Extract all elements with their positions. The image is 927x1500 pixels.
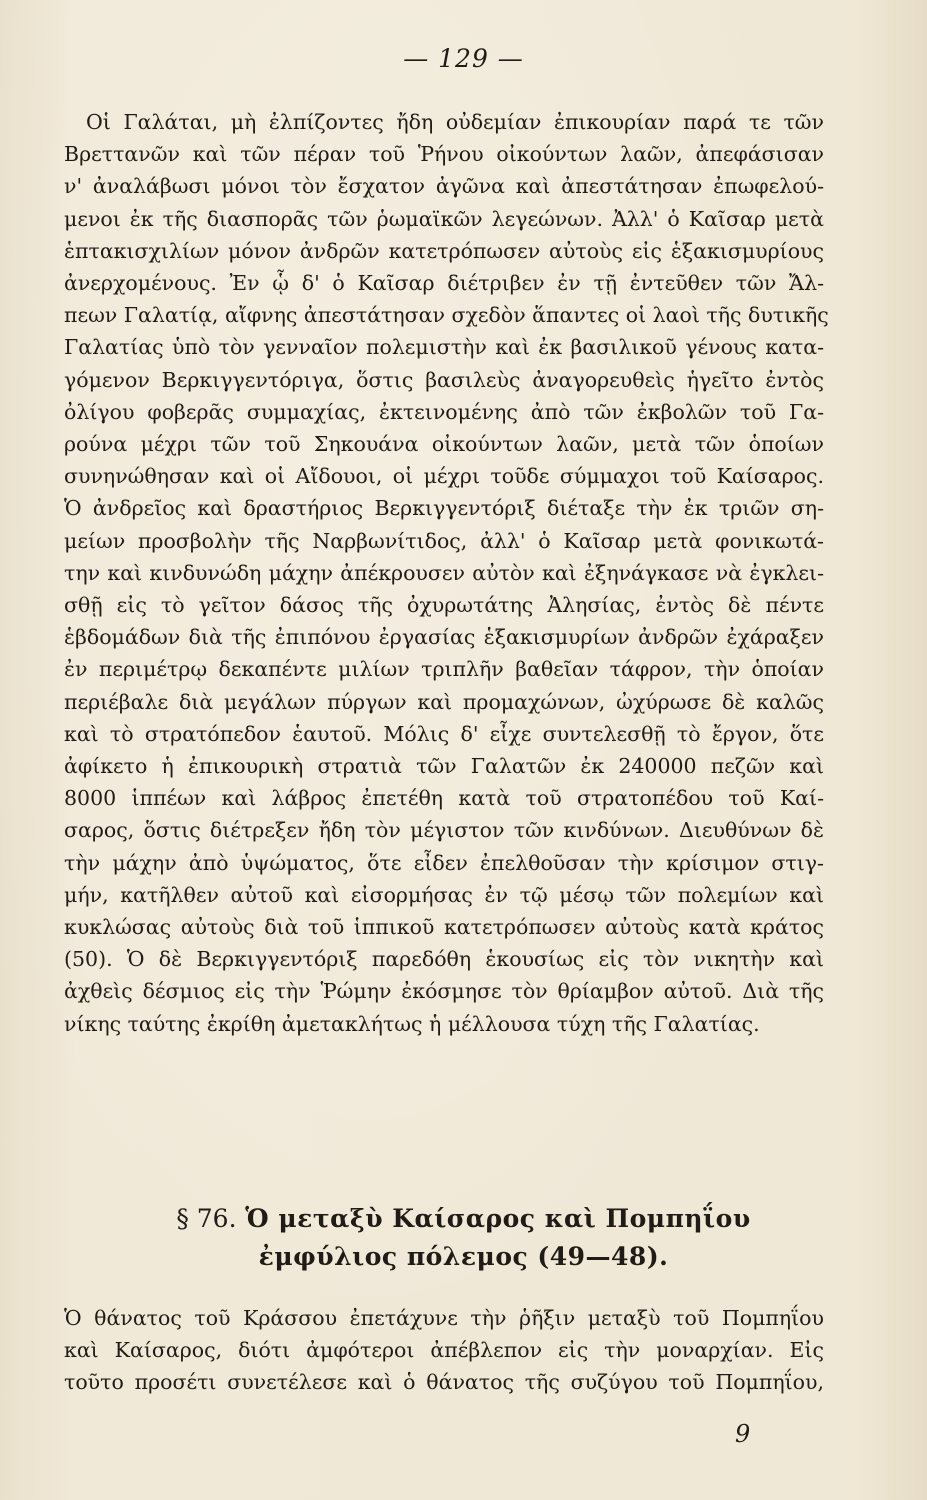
text-line: ἑβδομάδων διὰ τῆς ἐπιπόνου ἐργασίας ἑξακισμυρίων ἀνδρῶν ἐχάραξεν [64, 625, 824, 650]
text-line: ἀφίκετο ἡ ἐπικουρικὴ στρατιὰ τῶν Γαλατῶν ἐκ 240000 πεζῶν καὶ [64, 754, 824, 779]
text-line: ἀνερχομένους. Ἐν ᾧ δ' ὁ Καῖσαρ διέτριβεν ἐν τῇ ἐντεῦθεν τῶν Ἄλ- [64, 271, 824, 296]
text-line: καὶ Καίσαρος, διότι ἀμφότεροι ἀπέβλεπον εἰς τὴν μοναρχίαν. Εἰς [64, 1338, 824, 1363]
section-heading [0, 1200, 927, 1276]
text-line: γόμενον Βερκιγγεντόριγα, ὅστις βασιλεὺς ἀναγορευθεὶς ἡγεῖτο ἐντὸς [64, 367, 824, 392]
text-line: μήν, κατῆλθεν αὐτοῦ καὶ εἰσορμήσας ἐν τῷ μέσῳ τῶν πολεμίων καὶ [64, 882, 824, 907]
paragraph-gallic-revolt [64, 106, 829, 1040]
text-line: Οἱ Γαλάται, μὴ ἐλπίζοντες ἤδη οὐδεμίαν ἐπικουρίαν παρά τε τῶν [86, 110, 824, 134]
text-line: ν' ἀναλάβωσι μόνοι τὸν ἔσχατον ἀγῶνα καὶ ἀπεστάτησαν ἐπωφελού- [64, 174, 824, 199]
text-line: Ὁ θάνατος τοῦ Κράσσου ἐπετάχυνε τὴν ῥῆξιν μεταξὺ τοῦ Πομπηΐου [64, 1306, 824, 1330]
text-line: ἐν περιμέτρῳ δεκαπέντε μιλίων τριπλῆν βαθεῖαν τάφρον, τὴν ὁποίαν [64, 657, 824, 682]
text-line: σαρος, ὅστις διέτρεξεν ἤδη τὸν μέγιστον τῶν κινδύνων. Διευθύνων δὲ [64, 818, 824, 843]
text-line: νίκης ταύτης ἐκρίθη ἀμετακλήτως ἡ μέλλουσα τύχη τῆς Γαλατίας. [64, 1011, 760, 1036]
text-line: Ὁ ἀνδρεῖος καὶ δραστήριος Βερκιγγεντόριξ διέταξε τὴν ἐκ τριῶν ση- [64, 496, 824, 521]
text-line: Βρεττανῶν καὶ τῶν πέραν τοῦ Ῥήνου οἰκούντων λαῶν, ἀπεφάσισαν [64, 142, 824, 167]
text-line: (50). Ὁ δὲ Βερκιγγεντόριξ παρεδόθη ἑκουσίως εἰς τὸν νικητὴν καὶ [64, 947, 824, 972]
section-heading-line-1 [0, 1200, 927, 1238]
section-marker: § 76. [176, 1204, 237, 1233]
text-line: τὴν μάχην ἀπὸ ὑψώματος, ὅτε εἶδεν ἐπελθοῦσαν τὴν κρίσιμον στιγ- [64, 850, 824, 875]
text-line: σθῇ εἰς τὸ γεῖτον δάσος τῆς ὀχυρωτάτης Ἀλησίας, ἐντὸς δὲ πέντε [64, 593, 824, 618]
text-line: μείων προσβολὴν τῆς Ναρβωνίτιδος, ἀλλ' ὁ Καῖσαρ μετὰ φονικωτά- [64, 528, 824, 553]
text-line: 8000 ἱππέων καὶ λάβρος ἐπετέθη κατὰ τοῦ στρατοπέδου τοῦ Καί- [64, 786, 824, 811]
text-line: τοῦτο προσέτι συνετέλεσε καὶ ὁ θάνατος τῆς συζύγου τοῦ Πομπηΐου, [64, 1370, 824, 1395]
text-line: πεων Γαλατίᾳ, αἴφνης ἀπεστάτησαν σχεδὸν ἅπαντες οἱ λαοὶ τῆς δυτικῆς [64, 303, 829, 328]
text-line: μενοι ἐκ τῆς διασπορᾶς τῶν ῥωμαϊκῶν λεγεώνων. Ἀλλ' ὁ Καῖσαρ μετὰ [64, 206, 824, 231]
signature-mark: 9 [735, 1420, 751, 1448]
text-line: Γαλατίας ὑπὸ τὸν γενναῖον πολεμιστὴν καὶ ἐκ βασιλικοῦ γένους κατα- [64, 335, 824, 360]
text-line: την καὶ κινδυνώδη μάχην ἀπέκρουσεν αὐτὸν καὶ ἐξηνάγκασε νὰ ἐγκλει- [64, 560, 824, 585]
section-title-part-2: ἐμφύλιος πόλεμος (49—48). [258, 1242, 669, 1271]
text-line: ρούνα μέχρι τῶν τοῦ Σηκουάνα οἰκούντων λαῶν, μετὰ τῶν ὁποίων [64, 432, 824, 457]
paragraph-civil-war [64, 1302, 824, 1399]
text-line: κυκλώσας αὐτοὺς διὰ τοῦ ἱππικοῦ κατετρόπωσεν αὐτοὺς κατὰ κράτος [64, 915, 824, 940]
text-line: περιέβαλε διὰ μεγάλων πύργων καὶ προμαχώνων, ὠχύρωσε δὲ καλῶς [64, 689, 824, 714]
section-title-part-1: Ὁ μεταξὺ Καίσαρος καὶ Πομπηΐου [245, 1204, 751, 1233]
text-line: ἀχθεὶς δέσμιος εἰς τὴν Ῥώμην ἐκόσμησε τὸν θρίαμβον αὐτοῦ. Διὰ τῆς [64, 979, 824, 1004]
text-line: ὀλίγου φοβερᾶς συμμαχίας, ἐκτεινομένης ἀπὸ τῶν ἐκβολῶν τοῦ Γα- [64, 399, 824, 424]
page-number: — 129 — [403, 44, 524, 73]
text-line: συνηνώθησαν καὶ οἱ Αἴδουοι, οἱ μέχρι τοῦδε σύμμαχοι τοῦ Καίσαρος. [64, 464, 824, 489]
text-line: καὶ τὸ στρατόπεδον ἑαυτοῦ. Μόλις δ' εἶχε συντελεσθῇ τὸ ἔργον, ὅτε [64, 721, 824, 746]
text-line: ἑπτακισχιλίων μόνον ἀνδρῶν κατετρόπωσεν αὐτοὺς εἰς ἑξακισμυρίους [64, 238, 824, 263]
